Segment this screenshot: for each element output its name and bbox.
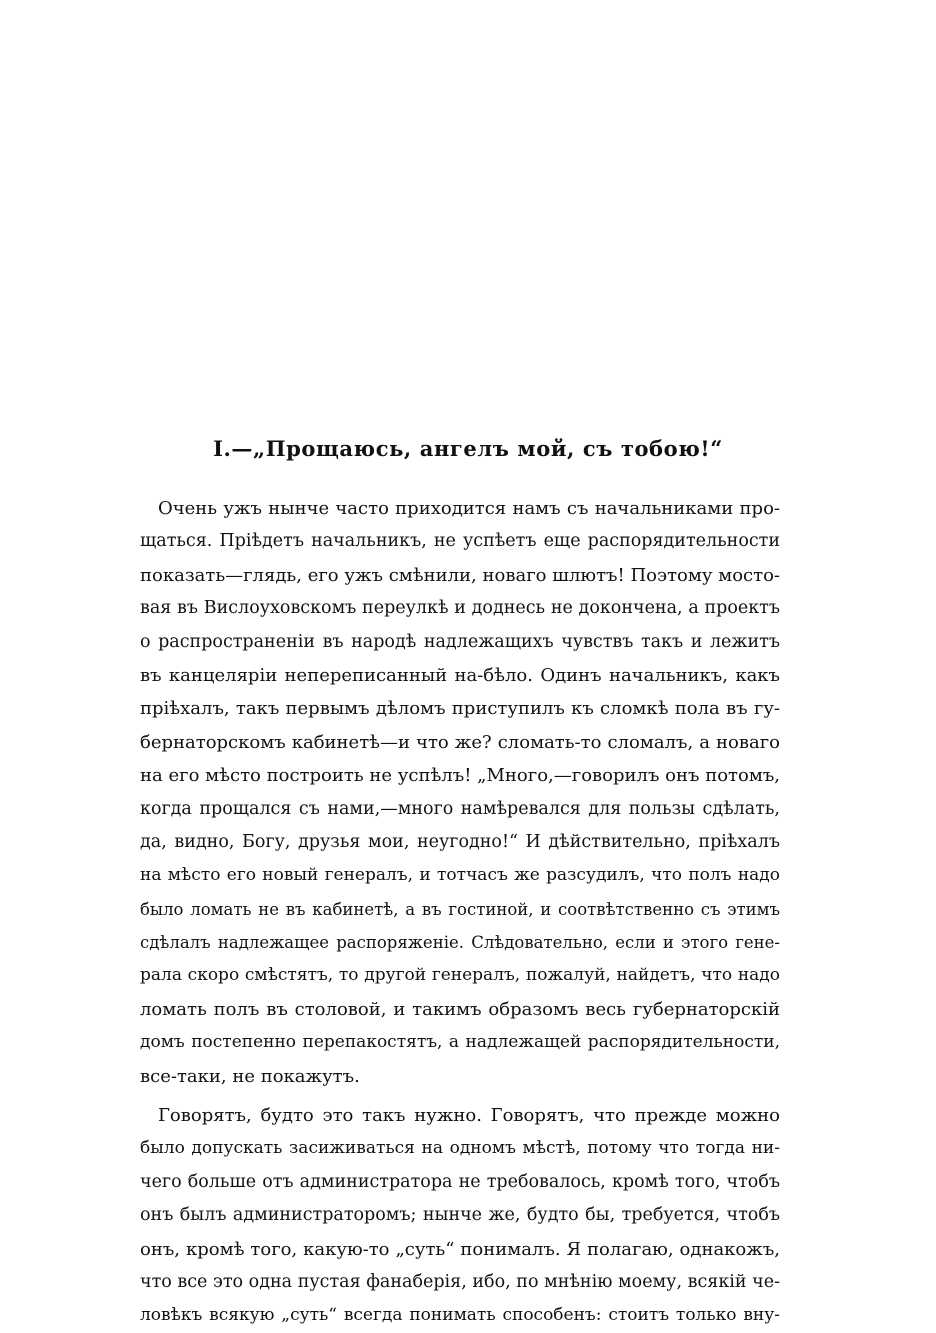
- text-line: на мѣсто его новый генералъ, и тотчасъ же разсудилъ, что полъ надо: [140, 865, 780, 886]
- chapter-heading: I.—„Прощаюсь, ангелъ мой, съ тобою!“: [213, 436, 723, 461]
- text-line: было допускать засиживаться на одномъ мѣстѣ, потому что тогда ни-: [140, 1138, 780, 1159]
- text-line: пріѣхалъ, такъ первымъ дѣломъ приступилъ къ сломкѣ пола въ гу-: [140, 698, 780, 720]
- text-line: все-таки, не покажутъ.: [140, 1065, 360, 1087]
- paragraph-2: [140, 1099, 780, 1333]
- text-line: въ канцеляріи непереписанный на-бѣло. Одинъ начальникъ, какъ: [140, 664, 780, 686]
- body-text: [140, 492, 780, 1333]
- text-line: да, видно, Богу, друзья мои, неугодно!“ И дѣйствительно, пріѣхалъ: [140, 831, 780, 852]
- text-line: на его мѣсто построить не успѣлъ! „Много,—говорилъ онъ потомъ,: [140, 765, 780, 787]
- text-line: онъ, кромѣ того, какую-то „суть“ понималъ. Я полагаю, однакожъ,: [140, 1238, 780, 1260]
- text-line: сдѣлалъ надлежащее распоряженіе. Слѣдовательно, если и этого гене-: [140, 933, 780, 953]
- text-line: было ломать не въ кабинетѣ, а въ гостиной, и соотвѣтственно съ этимъ: [140, 899, 780, 919]
- text-line: что все это одна пустая фанаберія, ибо, по мнѣнію моему, всякій че-: [140, 1271, 780, 1292]
- text-line: рала скоро смѣстятъ, то другой генералъ, пожалуй, найдетъ, что надо: [140, 965, 780, 986]
- text-line: Очень ужъ нынче часто приходится намъ съ начальниками про-: [158, 498, 780, 519]
- text-line: когда прощался съ нами,—много намѣревался для пользы сдѣлать,: [140, 798, 780, 819]
- text-line: онъ былъ администраторомъ; нынче же, будто бы, требуется, чтобъ: [140, 1205, 780, 1226]
- text-line: Говорятъ, будто это такъ нужно. Говорятъ, что прежде можно: [158, 1105, 780, 1127]
- text-line: о распространеніи въ народѣ надлежащихъ чувствъ такъ и лежитъ: [140, 631, 780, 652]
- text-line: показать—глядь, его ужъ смѣнили, новаго шлютъ! Поэтому мосто-: [140, 564, 780, 586]
- text-line: бернаторскомъ кабинетѣ—и что же? сломать-то сломалъ, а новаго: [140, 731, 780, 753]
- text-line: ловѣкъ всякую „суть“ всегда понимать способенъ: стоитъ только вну-: [140, 1305, 780, 1326]
- text-line: вая въ Вислоуховскомъ переулкѣ и доднесь не докончена, а проектъ: [140, 598, 780, 619]
- paragraph-1: [140, 492, 780, 1093]
- text-line: домъ постепенно перепакостятъ, а надлежащей распорядительности,: [140, 1032, 780, 1053]
- text-line: ломать полъ въ столовой, и такимъ образомъ весь губернаторскій: [140, 998, 780, 1020]
- text-line: чего больше отъ администратора не требовалось, кромѣ того, чтобъ: [140, 1171, 780, 1192]
- text-line: щаться. Пріѣдетъ начальникъ, не успѣетъ еще распорядительности: [140, 531, 780, 552]
